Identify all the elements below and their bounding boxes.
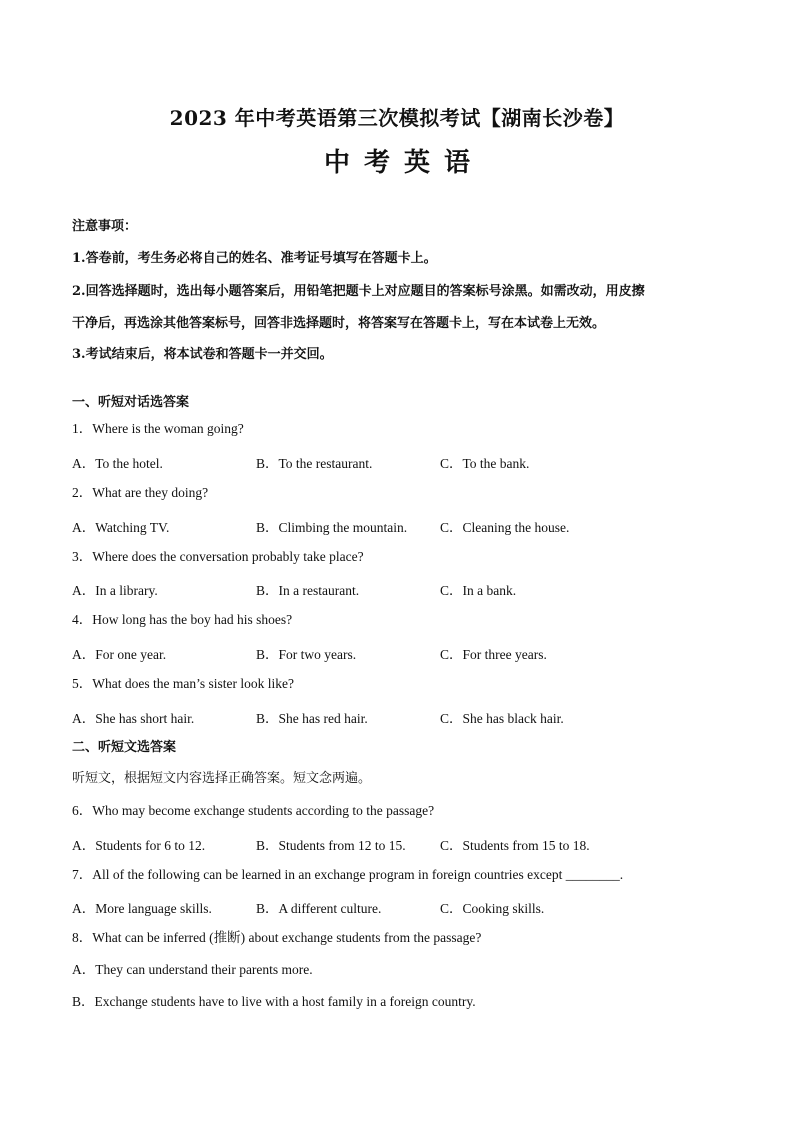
- q2-option-a: A．Watching TV.: [72, 520, 170, 535]
- question-2: 2．What are they doing?: [72, 485, 209, 500]
- q7-option-b: B．A different culture.: [256, 901, 382, 916]
- exam-title: 2023 年中考英语第三次模拟考试【湖南长沙卷】: [169, 106, 625, 130]
- q6-option-c: C．Students from 15 to 18.: [440, 838, 590, 853]
- q2-option-b: B．Climbing the mountain.: [256, 520, 408, 535]
- q3-option-b: B．In a restaurant.: [256, 583, 360, 598]
- q4-option-c: C．For three years.: [440, 647, 547, 662]
- question-4: 4．How long has the boy had his shoes?: [72, 612, 293, 627]
- q1-option-a: A．To the hotel.: [72, 456, 163, 471]
- q3-option-c: C．In a bank.: [440, 583, 517, 598]
- notice-item-2-line-2: 干净后，再选涂其他答案标号，回答非选择题时，将答案写在答题卡上，写在本试卷上无效。: [72, 316, 606, 331]
- q4-option-b: B．For two years.: [256, 647, 357, 662]
- question-3: 3．Where does the conversation probably take place?: [72, 549, 364, 564]
- notice-item-2-line-1: 2.回答选择题时，选出每小题答案后，用铅笔把题卡上对应题目的答案标号涂黑。如需改动，用皮擦: [72, 284, 645, 299]
- question-1: 1．Where is the woman going?: [72, 421, 244, 436]
- question-7: 7．All of the following can be learned in an exchange program in foreign countries except ________.: [72, 867, 624, 882]
- notice-heading: 注意事项：: [72, 219, 138, 234]
- q8-option-a: A．They can understand their parents more.: [72, 962, 313, 977]
- question-8: 8．What can be inferred (推断) about exchange students from the passage?: [72, 930, 482, 945]
- notice-item-1: 1.答卷前，考生务必将自己的姓名、准考证号填写在答题卡上。: [72, 251, 437, 266]
- q3-option-a: A．In a library.: [72, 583, 158, 598]
- q6-option-a: A．Students for 6 to 12.: [72, 838, 206, 853]
- question-5: 5．What does the man’s sister look like?: [72, 676, 294, 691]
- q8-option-b: B．Exchange students have to live with a host family in a foreign country.: [72, 994, 476, 1009]
- q2-option-c: C．Cleaning the house.: [440, 520, 570, 535]
- question-6: 6．Who may become exchange students according to the passage?: [72, 803, 435, 818]
- q5-option-b: B．She has red hair.: [256, 711, 368, 726]
- section-1-heading: 一、听短对话选答案: [72, 395, 190, 410]
- q6-option-b: B．Students from 12 to 15.: [256, 838, 406, 853]
- q5-option-c: C．She has black hair.: [440, 711, 564, 726]
- notice-item-3: 3.考试结束后，将本试卷和答题卡一并交回。: [72, 347, 333, 362]
- q4-option-a: A．For one year.: [72, 647, 167, 662]
- q1-option-b: B．To the restaurant.: [256, 456, 373, 471]
- section-2-instruction: 听短文，根据短文内容选择正确答案。短文念两遍。: [72, 771, 372, 786]
- q5-option-a: A．She has short hair.: [72, 711, 195, 726]
- q7-option-a: A．More language skills.: [72, 901, 212, 916]
- q1-option-c: C．To the bank.: [440, 456, 530, 471]
- section-2-heading: 二、听短文选答案: [72, 740, 177, 755]
- q7-option-c: C．Cooking skills.: [440, 901, 545, 916]
- exam-subtitle: 中考英语: [323, 148, 484, 178]
